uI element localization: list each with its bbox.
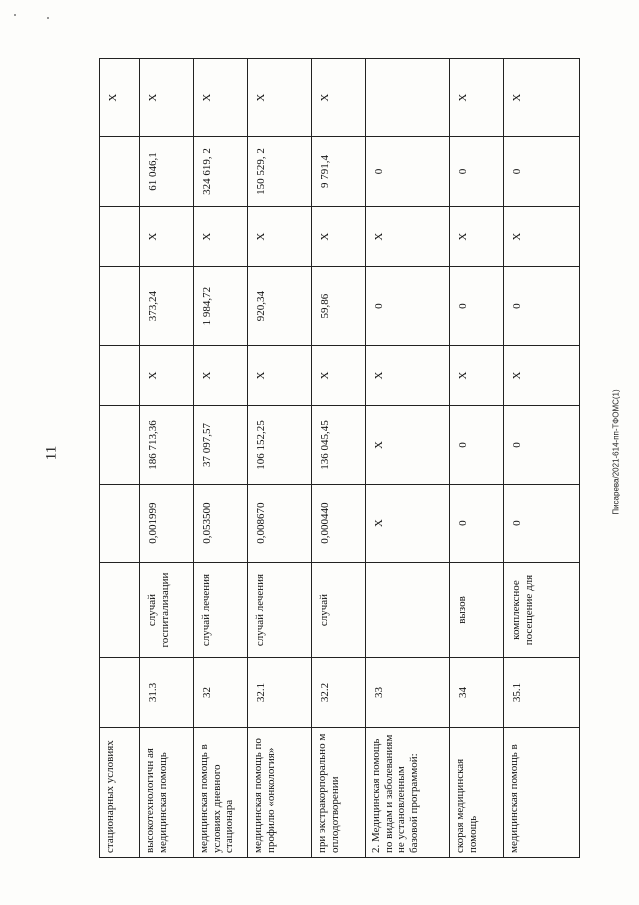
table-row — [100, 59, 140, 858]
cost-cell: 186 713,36 — [140, 406, 194, 484]
data-table — [99, 58, 580, 858]
volume-cell: 0,053500 — [194, 484, 248, 562]
budget-per-capita-cell: X — [312, 345, 366, 406]
volume-cell: 0 — [504, 484, 580, 562]
row-code-cell: 32.1 — [248, 658, 312, 727]
budget-total-cell: X — [248, 206, 312, 267]
budget-per-capita-cell — [100, 345, 140, 406]
budget-per-capita-cell: X — [248, 345, 312, 406]
cost-cell — [100, 406, 140, 484]
budget-total-cell: X — [140, 206, 194, 267]
volume-cell: 0,008670 — [248, 484, 312, 562]
oms-per-capita-cell: 1 984,72 — [194, 267, 248, 345]
oms-per-capita-cell — [100, 267, 140, 345]
row-code-cell: 32 — [194, 658, 248, 727]
budget-total-cell — [100, 206, 140, 267]
table-row — [248, 59, 312, 858]
percent-cell: X — [450, 59, 504, 137]
oms-total-cell: 0 — [366, 137, 450, 206]
oms-per-capita-cell: 59,86 — [312, 267, 366, 345]
cost-cell: 37 097,57 — [194, 406, 248, 484]
cost-cell: 0 — [450, 406, 504, 484]
row-name-cell: стационарных условиях — [100, 727, 140, 857]
oms-per-capita-cell: 0 — [450, 267, 504, 345]
budget-per-capita-cell: X — [366, 345, 450, 406]
row-code-cell — [100, 658, 140, 727]
row-code-cell: 33 — [366, 658, 450, 727]
scan-speck — [14, 14, 16, 16]
budget-total-cell: X — [450, 206, 504, 267]
oms-per-capita-cell: 0 — [366, 267, 450, 345]
row-code-cell: 35.1 — [504, 658, 580, 727]
table-row — [140, 59, 194, 858]
cost-cell: 106 152,25 — [248, 406, 312, 484]
percent-cell — [366, 59, 450, 137]
volume-cell: X — [366, 484, 450, 562]
oms-total-cell: 0 — [450, 137, 504, 206]
budget-total-cell: X — [312, 206, 366, 267]
cost-cell: 136 045,45 — [312, 406, 366, 484]
oms-total-cell — [100, 137, 140, 206]
budget-per-capita-cell: X — [140, 345, 194, 406]
percent-cell: X — [504, 59, 580, 137]
row-name-cell: высокотехнологичн ая медицинская помощь — [140, 727, 194, 857]
row-name-cell: 2. Медицинская помощь по видам и заболеваниям не установленным базовой программой: — [366, 727, 450, 857]
footer-document-code: Писарева/2021-614-пп-ТФОМС(1) — [611, 389, 621, 515]
volume-cell: 0,000440 — [312, 484, 366, 562]
table-row — [312, 59, 366, 858]
percent-cell: X — [100, 59, 140, 137]
page-number: 11 — [43, 445, 60, 461]
volume-cell: 0,001999 — [140, 484, 194, 562]
unit-cell: случай лечения — [248, 562, 312, 658]
percent-cell: X — [140, 59, 194, 137]
oms-total-cell: 324 619, 2 — [194, 137, 248, 206]
oms-per-capita-cell: 0 — [504, 267, 580, 345]
percent-cell: X — [248, 59, 312, 137]
oms-per-capita-cell: 920,34 — [248, 267, 312, 345]
table-row — [366, 59, 450, 858]
row-code-cell: 31.3 — [140, 658, 194, 727]
row-name-cell: скорая медицинская помощь — [450, 727, 504, 857]
volume-cell — [100, 484, 140, 562]
row-code-cell: 32.2 — [312, 658, 366, 727]
budget-total-cell: X — [504, 206, 580, 267]
unit-cell: вызов — [450, 562, 504, 658]
table-row — [504, 59, 580, 858]
table-row — [450, 59, 504, 858]
percent-cell: X — [194, 59, 248, 137]
budget-total-cell: X — [366, 206, 450, 267]
budget-total-cell: X — [194, 206, 248, 267]
budget-per-capita-cell: X — [450, 345, 504, 406]
budget-per-capita-cell: X — [504, 345, 580, 406]
unit-cell: случай госпитализации — [140, 562, 194, 658]
scan-speck — [47, 17, 49, 19]
oms-total-cell: 9 791,4 — [312, 137, 366, 206]
volume-cell: 0 — [450, 484, 504, 562]
table-body — [100, 59, 580, 858]
row-name-cell: медицинская помощь в условиях дневного стационара — [194, 727, 248, 857]
unit-cell — [100, 562, 140, 658]
unit-cell: комплексное посещение для — [504, 562, 580, 658]
row-name-cell: медицинская помощь по профилю «онкология» — [248, 727, 312, 857]
table-row — [194, 59, 248, 858]
budget-per-capita-cell: X — [194, 345, 248, 406]
oms-total-cell: 0 — [504, 137, 580, 206]
row-name-cell: при экстракорпорально м оплодотворении — [312, 727, 366, 857]
cost-cell: X — [366, 406, 450, 484]
unit-cell — [366, 562, 450, 658]
oms-total-cell: 150 529, 2 — [248, 137, 312, 206]
rotated-table-container — [99, 58, 579, 858]
unit-cell: случай лечения — [194, 562, 248, 658]
oms-total-cell: 61 046,1 — [140, 137, 194, 206]
oms-per-capita-cell: 373,24 — [140, 267, 194, 345]
percent-cell: X — [312, 59, 366, 137]
row-name-cell: медицинская помощь в — [504, 727, 580, 857]
row-code-cell: 34 — [450, 658, 504, 727]
unit-cell: случай — [312, 562, 366, 658]
cost-cell: 0 — [504, 406, 580, 484]
